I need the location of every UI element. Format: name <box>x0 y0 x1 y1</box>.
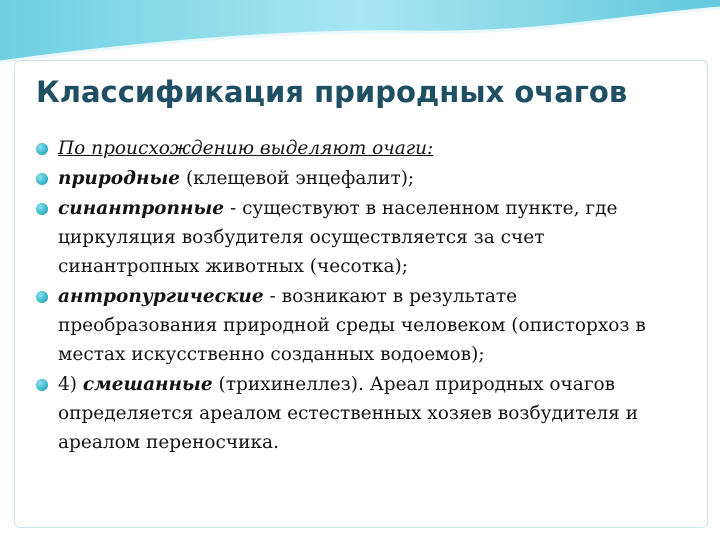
bullet-number: 4) <box>58 374 83 395</box>
bullet-term: смешанные <box>82 374 213 395</box>
slide-title: Классификация природных очагов <box>36 75 628 109</box>
bullet-item-4 <box>36 282 676 369</box>
bullet-item-5 <box>36 370 676 457</box>
bullet-dot-icon <box>36 143 48 155</box>
bullet-term: природные <box>58 168 181 189</box>
bullet-text: (трихинеллез). Ареал природных очагов определяется ареалом естественных хозяев возбудителя и ареалом переносчика. <box>58 374 639 453</box>
bullet-lead: По происхождению выделяют очаги: <box>58 138 434 159</box>
bullet-item-3 <box>36 194 676 281</box>
bullet-term: синантропные <box>58 198 225 219</box>
bullet-list <box>36 134 676 457</box>
bullet-term: антропургические <box>58 286 264 307</box>
bullet-text: - возникают в результате преобразования природной среды человеком (описторхоз в местах искусственно созданных водоемов); <box>58 286 646 365</box>
bullet-item-1 <box>36 134 676 163</box>
bullet-dot-icon <box>36 203 48 215</box>
bullet-dot-icon <box>36 291 48 303</box>
bullet-text: (клещевой энцефалит); <box>180 168 415 189</box>
bullet-dot-icon <box>36 379 48 391</box>
bullet-item-2 <box>36 164 676 193</box>
bullet-text: - существуют в населенном пункте, где циркуляция возбудителя осуществляется за счет синантропных животных (чесотка); <box>58 198 618 277</box>
bullet-dot-icon <box>36 173 48 185</box>
